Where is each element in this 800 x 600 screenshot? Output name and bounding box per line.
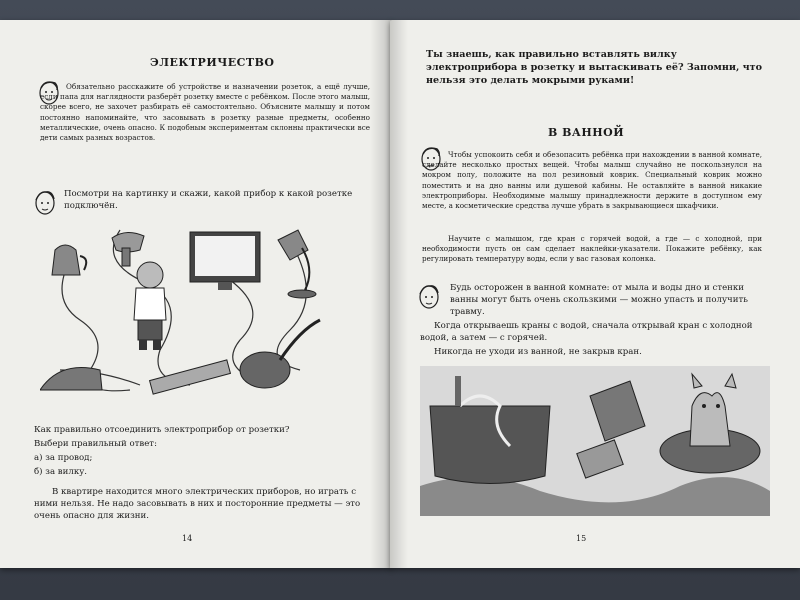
right-page-title: В ВАННОЙ [548,126,625,139]
left-intro-text: Обязательно расскажите об устройстве и назначении розеток, а ещё лучше, если папа для наглядности разберёт розетку вместе с ребёнком. После этого малыш, скорее всего, не захочет разбирать её самостоятельно. Объясните малышу и потом постоянно напоминайте, что засовывать в розетку разные предметы, особенно металлические, очень опасно. К подобным экспериментам склонны практически все дети самых разных возрастов. [40,82,370,143]
right-intro-text-2: Научите с малышом, где кран с горячей водой, а где — с холодной, при необходимости пусть он сам сделает наклейки-указатели. Покажите ребёнку, как регулировать температуру воды, если у вас газовая колонка. [422,234,762,264]
right-top-text: Ты знаешь, как правильно вставлять вилку электроприбора в розетку и вытаскивать её? Запомни, что нельзя это делать мокрыми руками! [426,49,762,86]
warning-close-tap: Никогда не уходи из ванной, не закрыв кран. [434,347,642,357]
left-page-number: 14 [182,534,193,543]
warning-taps-order: Когда открываешь краны с водой, сначала открывай кран с холодной водой, а затем — с горячей. [420,321,753,343]
open-book [0,20,800,580]
left-page-title: ЭЛЕКТРИЧЕСТВО [150,56,275,69]
right-intro-text: Чтобы успокоить себя и обезопасить ребёнка при нахождении в ванной комнате, сделайте несколько простых вещей. Чтобы малыш случайно не поскользнулся на мокром полу, положите на пол резиновый коврик. Специальный коврик можно поместить и на дно ванны или душевой кабины. Не оставляйте в ванной никакие электроприборы. Необходимые малышу принадлежности держите в доступном ему месте, а косметические средства лучше убрать в закрывающиеся шкафчики. [422,150,762,211]
right-page [390,20,800,568]
appliances-illustration [40,220,340,410]
answer-option-b: б) за вилку. [34,467,87,477]
child-face-icon [416,282,442,314]
left-task-text: Посмотри на картинку и скажи, какой прибор к какой розетке подключён. [64,189,353,211]
left-choose: Выбери правильный ответ: [34,439,157,449]
child-face-icon [32,188,58,220]
answer-option-a: а) за провод; [34,453,93,463]
right-page-number: 15 [576,534,587,543]
bathroom-illustration [420,366,770,516]
left-question: Как правильно отсоединить электроприбор от розетки? [34,425,290,435]
warning-slippery: Будь осторожен в ванной комнате: от мыла и воды дно и стенки ванны могут быть очень скользкими — можно упасть и получить травму. [450,283,748,317]
left-bottom-text: В квартире находится много электрических приборов, но играть с ними нельзя. Не надо засовывать в них и посторонние предметы — это очень опасно для жизни. [34,487,361,521]
left-page [0,20,392,568]
